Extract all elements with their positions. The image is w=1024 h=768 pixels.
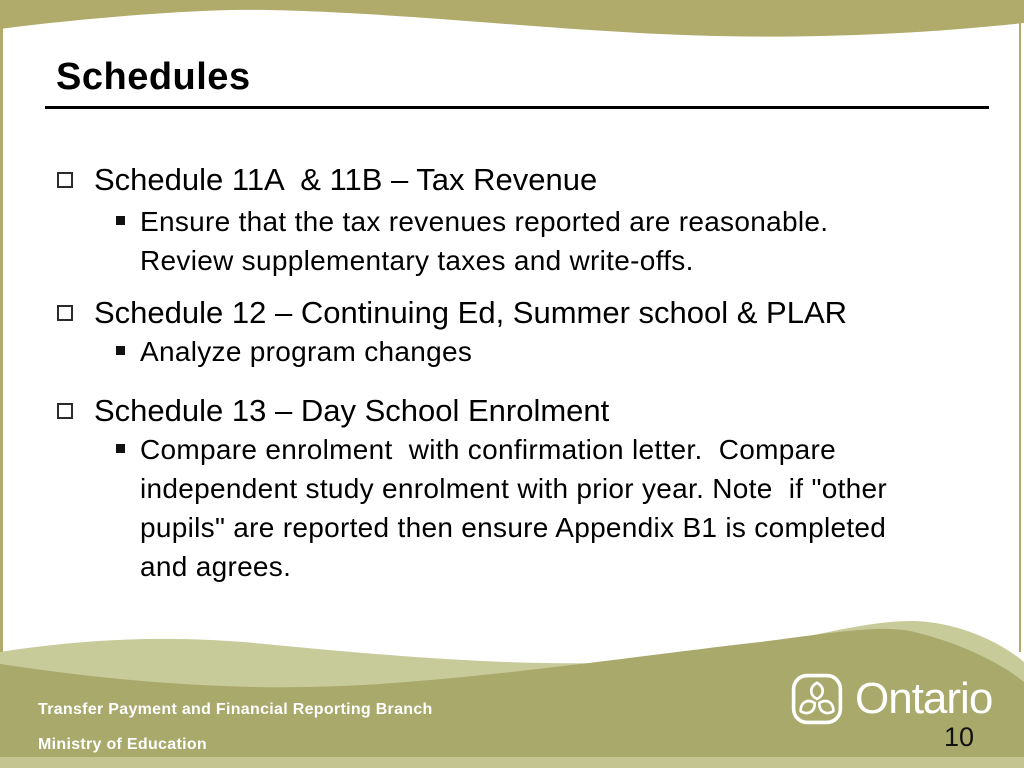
ontario-logo: [790, 672, 992, 726]
filled-square-bullet-icon: [116, 346, 125, 355]
bullet-item-1: [57, 160, 597, 200]
bullet-item-2: [57, 293, 847, 333]
hollow-square-bullet-icon: [57, 305, 73, 321]
page-number: 10: [943, 722, 974, 752]
filled-square-bullet-icon: [116, 216, 125, 225]
ontario-wordmark: Ontario: [855, 674, 993, 723]
bullet-heading: Schedule 13 – Day School Enrolment: [94, 393, 610, 428]
slide-title: Schedules: [56, 56, 251, 98]
footer-ministry-text: Ministry of Education: [38, 736, 207, 753]
hollow-square-bullet-icon: [57, 403, 73, 419]
bullet-heading: Schedule 11A & 11B – Tax Revenue: [94, 162, 598, 197]
bullet-item-3: [57, 391, 609, 431]
sub-bullet-text: Ensure that the tax revenues reported are reasonable. Review supplementary taxes and write-offs.: [140, 206, 837, 276]
title-underline: [45, 106, 989, 109]
right-edge-strip: [1019, 22, 1021, 652]
filled-square-bullet-icon: [116, 444, 125, 453]
sub-bullet-item-2: [116, 332, 472, 371]
left-edge-strip: [0, 28, 3, 668]
trillium-icon: [790, 672, 844, 726]
sub-bullet-item-1: [116, 202, 920, 280]
sub-bullet-text: Compare enrolment with confirmation letter. Compare independent study enrolment with prior year. Note if "other pupils" are reported then ensure Appendix B1 is completed and agrees.: [140, 434, 896, 582]
bullet-heading: Schedule 12 – Continuing Ed, Summer school & PLAR: [94, 295, 848, 330]
sub-bullet-item-3: [116, 430, 920, 586]
sub-bullet-text: Analyze program changes: [140, 336, 473, 367]
footer-branch-text: Transfer Payment and Financial Reporting Branch: [38, 701, 433, 718]
hollow-square-bullet-icon: [57, 172, 73, 188]
